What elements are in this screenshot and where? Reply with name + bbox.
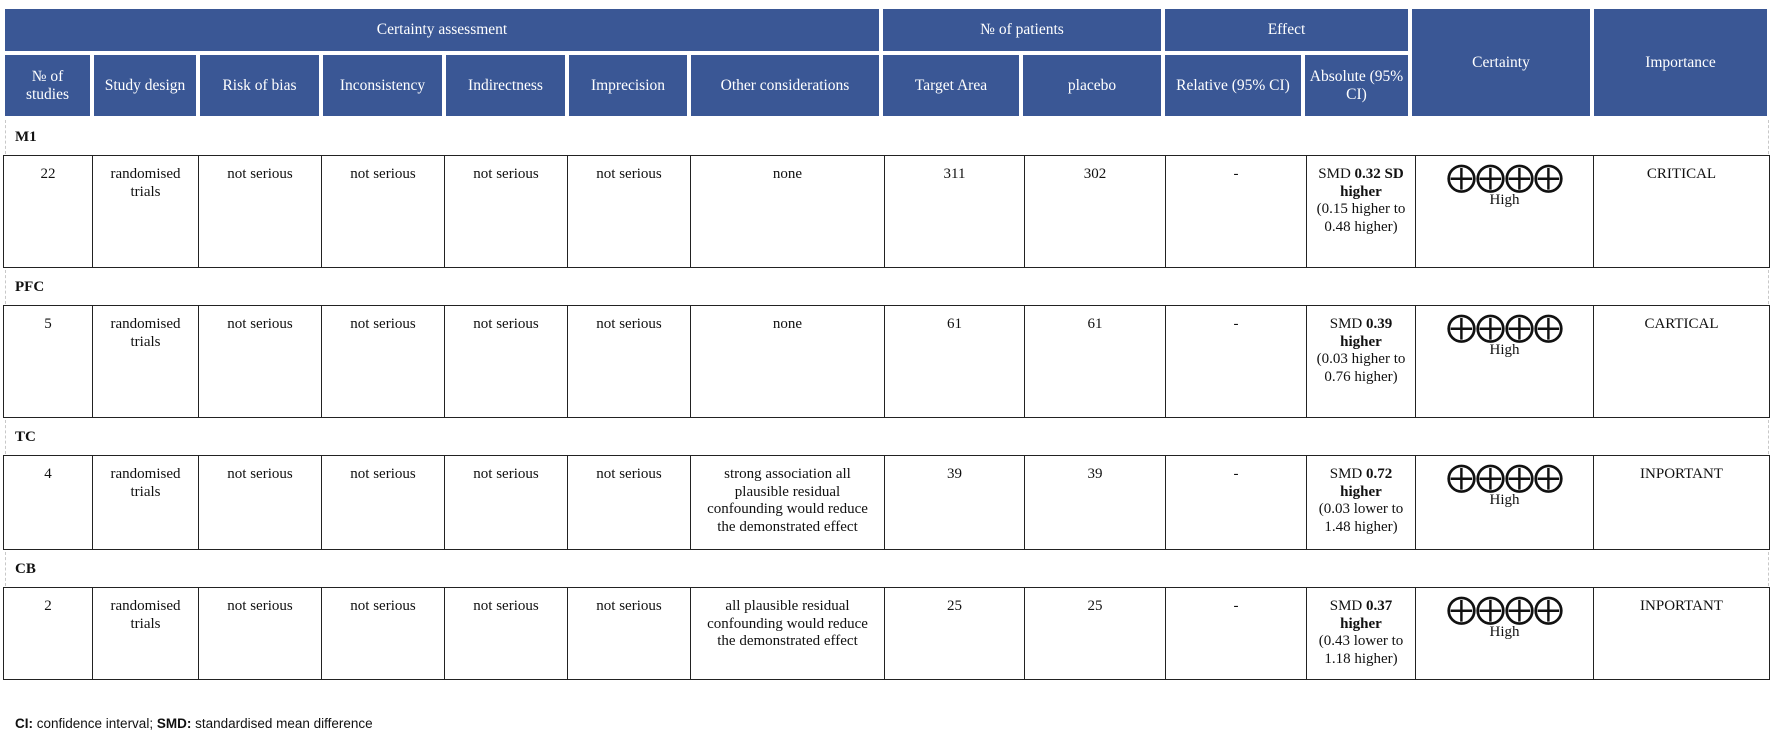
certainty-label: High: [1489, 192, 1520, 208]
cell-certainty: [1415, 588, 1593, 679]
section-label-m1: M1: [5, 120, 1769, 154]
cell-importance: INPORTANT: [1593, 456, 1770, 549]
header-study-design: Study design: [94, 55, 196, 116]
cell-certainty: [1415, 306, 1593, 417]
absolute-estimate: 0.37 higher: [1340, 598, 1393, 632]
cell-placebo: 302: [1024, 156, 1165, 267]
section-label-tc: TC: [5, 420, 1769, 454]
cell-num-studies: 4: [3, 456, 92, 549]
footnote-ci-text: confidence interval;: [33, 716, 157, 731]
header-placebo: placebo: [1023, 55, 1161, 116]
cell-imprecision: not serious: [567, 156, 690, 267]
cell-absolute: [1306, 306, 1415, 417]
cell-importance: CRITICAL: [1593, 156, 1770, 267]
cell-indirectness: not serious: [444, 588, 567, 679]
cell-study-design: randomised trials: [92, 456, 198, 549]
certainty-label: High: [1489, 342, 1520, 358]
header-inconsistency: Inconsistency: [323, 55, 442, 116]
cell-target-area: 311: [884, 156, 1024, 267]
footnote-ci-abbr: CI:: [15, 716, 33, 731]
table-row: [3, 155, 1770, 268]
cell-relative: -: [1165, 306, 1306, 417]
table-row: [3, 587, 1770, 680]
absolute-prefix: SMD: [1318, 166, 1351, 182]
header-num-studies: № of studies: [5, 55, 90, 116]
header-risk-of-bias: Risk of bias: [200, 55, 319, 116]
cell-certainty: [1415, 156, 1593, 267]
cell-other-considerations: none: [690, 156, 884, 267]
cell-imprecision: not serious: [567, 456, 690, 549]
header-effect: Effect: [1165, 9, 1408, 51]
cell-indirectness: not serious: [444, 456, 567, 549]
cell-relative: -: [1165, 156, 1306, 267]
cell-inconsistency: not serious: [321, 588, 444, 679]
header-other-considerations: Other considerations: [691, 55, 879, 116]
certainty-label: High: [1489, 492, 1520, 508]
header-indirectness: Indirectness: [446, 55, 565, 116]
cell-target-area: 39: [884, 456, 1024, 549]
cell-target-area: 25: [884, 588, 1024, 679]
footnote-smd-abbr: SMD:: [156, 716, 192, 731]
header-target-area: Target Area: [883, 55, 1019, 116]
header-imprecision: Imprecision: [569, 55, 687, 116]
cell-study-design: randomised trials: [92, 588, 198, 679]
cell-risk-of-bias: not serious: [198, 156, 321, 267]
cell-other-considerations: none: [690, 306, 884, 417]
absolute-estimate: 0.39 higher: [1340, 316, 1393, 350]
table-row: [3, 455, 1770, 550]
section-label-pfc: PFC: [5, 270, 1769, 304]
cell-inconsistency: not serious: [321, 456, 444, 549]
certainty-label: High: [1489, 624, 1520, 640]
absolute-ci: (0.03 lower to 1.48 higher): [1318, 501, 1404, 535]
cell-imprecision: not serious: [567, 588, 690, 679]
header-certainty: Certainty: [1412, 9, 1590, 116]
cell-risk-of-bias: not serious: [198, 456, 321, 549]
footnote: [15, 716, 373, 731]
cell-num-studies: 22: [3, 156, 92, 267]
cell-placebo: 25: [1024, 588, 1165, 679]
cell-other-considerations: strong association all plausible residual confounding would reduce the demonstrated effect: [690, 456, 884, 549]
certainty-circle-plus-icon: ⨁⨁⨁⨁: [1446, 460, 1563, 495]
absolute-estimate: 0.32 SD higher: [1340, 166, 1404, 200]
cell-certainty: [1415, 456, 1593, 549]
cell-relative: -: [1165, 456, 1306, 549]
cell-indirectness: not serious: [444, 306, 567, 417]
cell-absolute: [1306, 588, 1415, 679]
table-row: [3, 305, 1770, 418]
cell-target-area: 61: [884, 306, 1024, 417]
cell-risk-of-bias: not serious: [198, 588, 321, 679]
cell-risk-of-bias: not serious: [198, 306, 321, 417]
absolute-prefix: SMD: [1329, 316, 1363, 332]
cell-placebo: 61: [1024, 306, 1165, 417]
cell-absolute: [1306, 456, 1415, 549]
footnote-smd-text: standardised mean difference: [191, 716, 373, 731]
cell-other-considerations: all plausible residual confounding would reduce the demonstrated effect: [690, 588, 884, 679]
certainty-circle-plus-icon: ⨁⨁⨁⨁: [1446, 310, 1563, 345]
cell-inconsistency: not serious: [321, 306, 444, 417]
cell-study-design: randomised trials: [92, 306, 198, 417]
cell-num-studies: 5: [3, 306, 92, 417]
absolute-ci: (0.15 higher to 0.48 higher): [1316, 201, 1406, 235]
cell-relative: -: [1165, 588, 1306, 679]
absolute-prefix: SMD: [1329, 466, 1363, 482]
certainty-circle-plus-icon: ⨁⨁⨁⨁: [1446, 592, 1563, 627]
absolute-ci: (0.03 higher to 0.76 higher): [1316, 351, 1406, 385]
cell-importance: CARTICAL: [1593, 306, 1770, 417]
absolute-estimate: 0.72 higher: [1340, 466, 1393, 500]
header-num-patients: № of patients: [883, 9, 1161, 51]
certainty-circle-plus-icon: ⨁⨁⨁⨁: [1446, 160, 1563, 195]
cell-placebo: 39: [1024, 456, 1165, 549]
absolute-prefix: SMD: [1329, 598, 1363, 614]
cell-num-studies: 2: [3, 588, 92, 679]
header-relative: Relative (95% CI): [1165, 55, 1301, 116]
section-label-cb: CB: [5, 552, 1769, 586]
cell-imprecision: not serious: [567, 306, 690, 417]
cell-absolute: [1306, 156, 1415, 267]
cell-indirectness: not serious: [444, 156, 567, 267]
absolute-ci: (0.43 lower to 1.18 higher): [1318, 633, 1404, 667]
header-importance: Importance: [1594, 9, 1767, 116]
header-certainty-assessment: Certainty assessment: [5, 9, 879, 51]
header-absolute: Absolute (95% CI): [1305, 55, 1408, 116]
cell-study-design: randomised trials: [92, 156, 198, 267]
cell-importance: INPORTANT: [1593, 588, 1770, 679]
cell-inconsistency: not serious: [321, 156, 444, 267]
